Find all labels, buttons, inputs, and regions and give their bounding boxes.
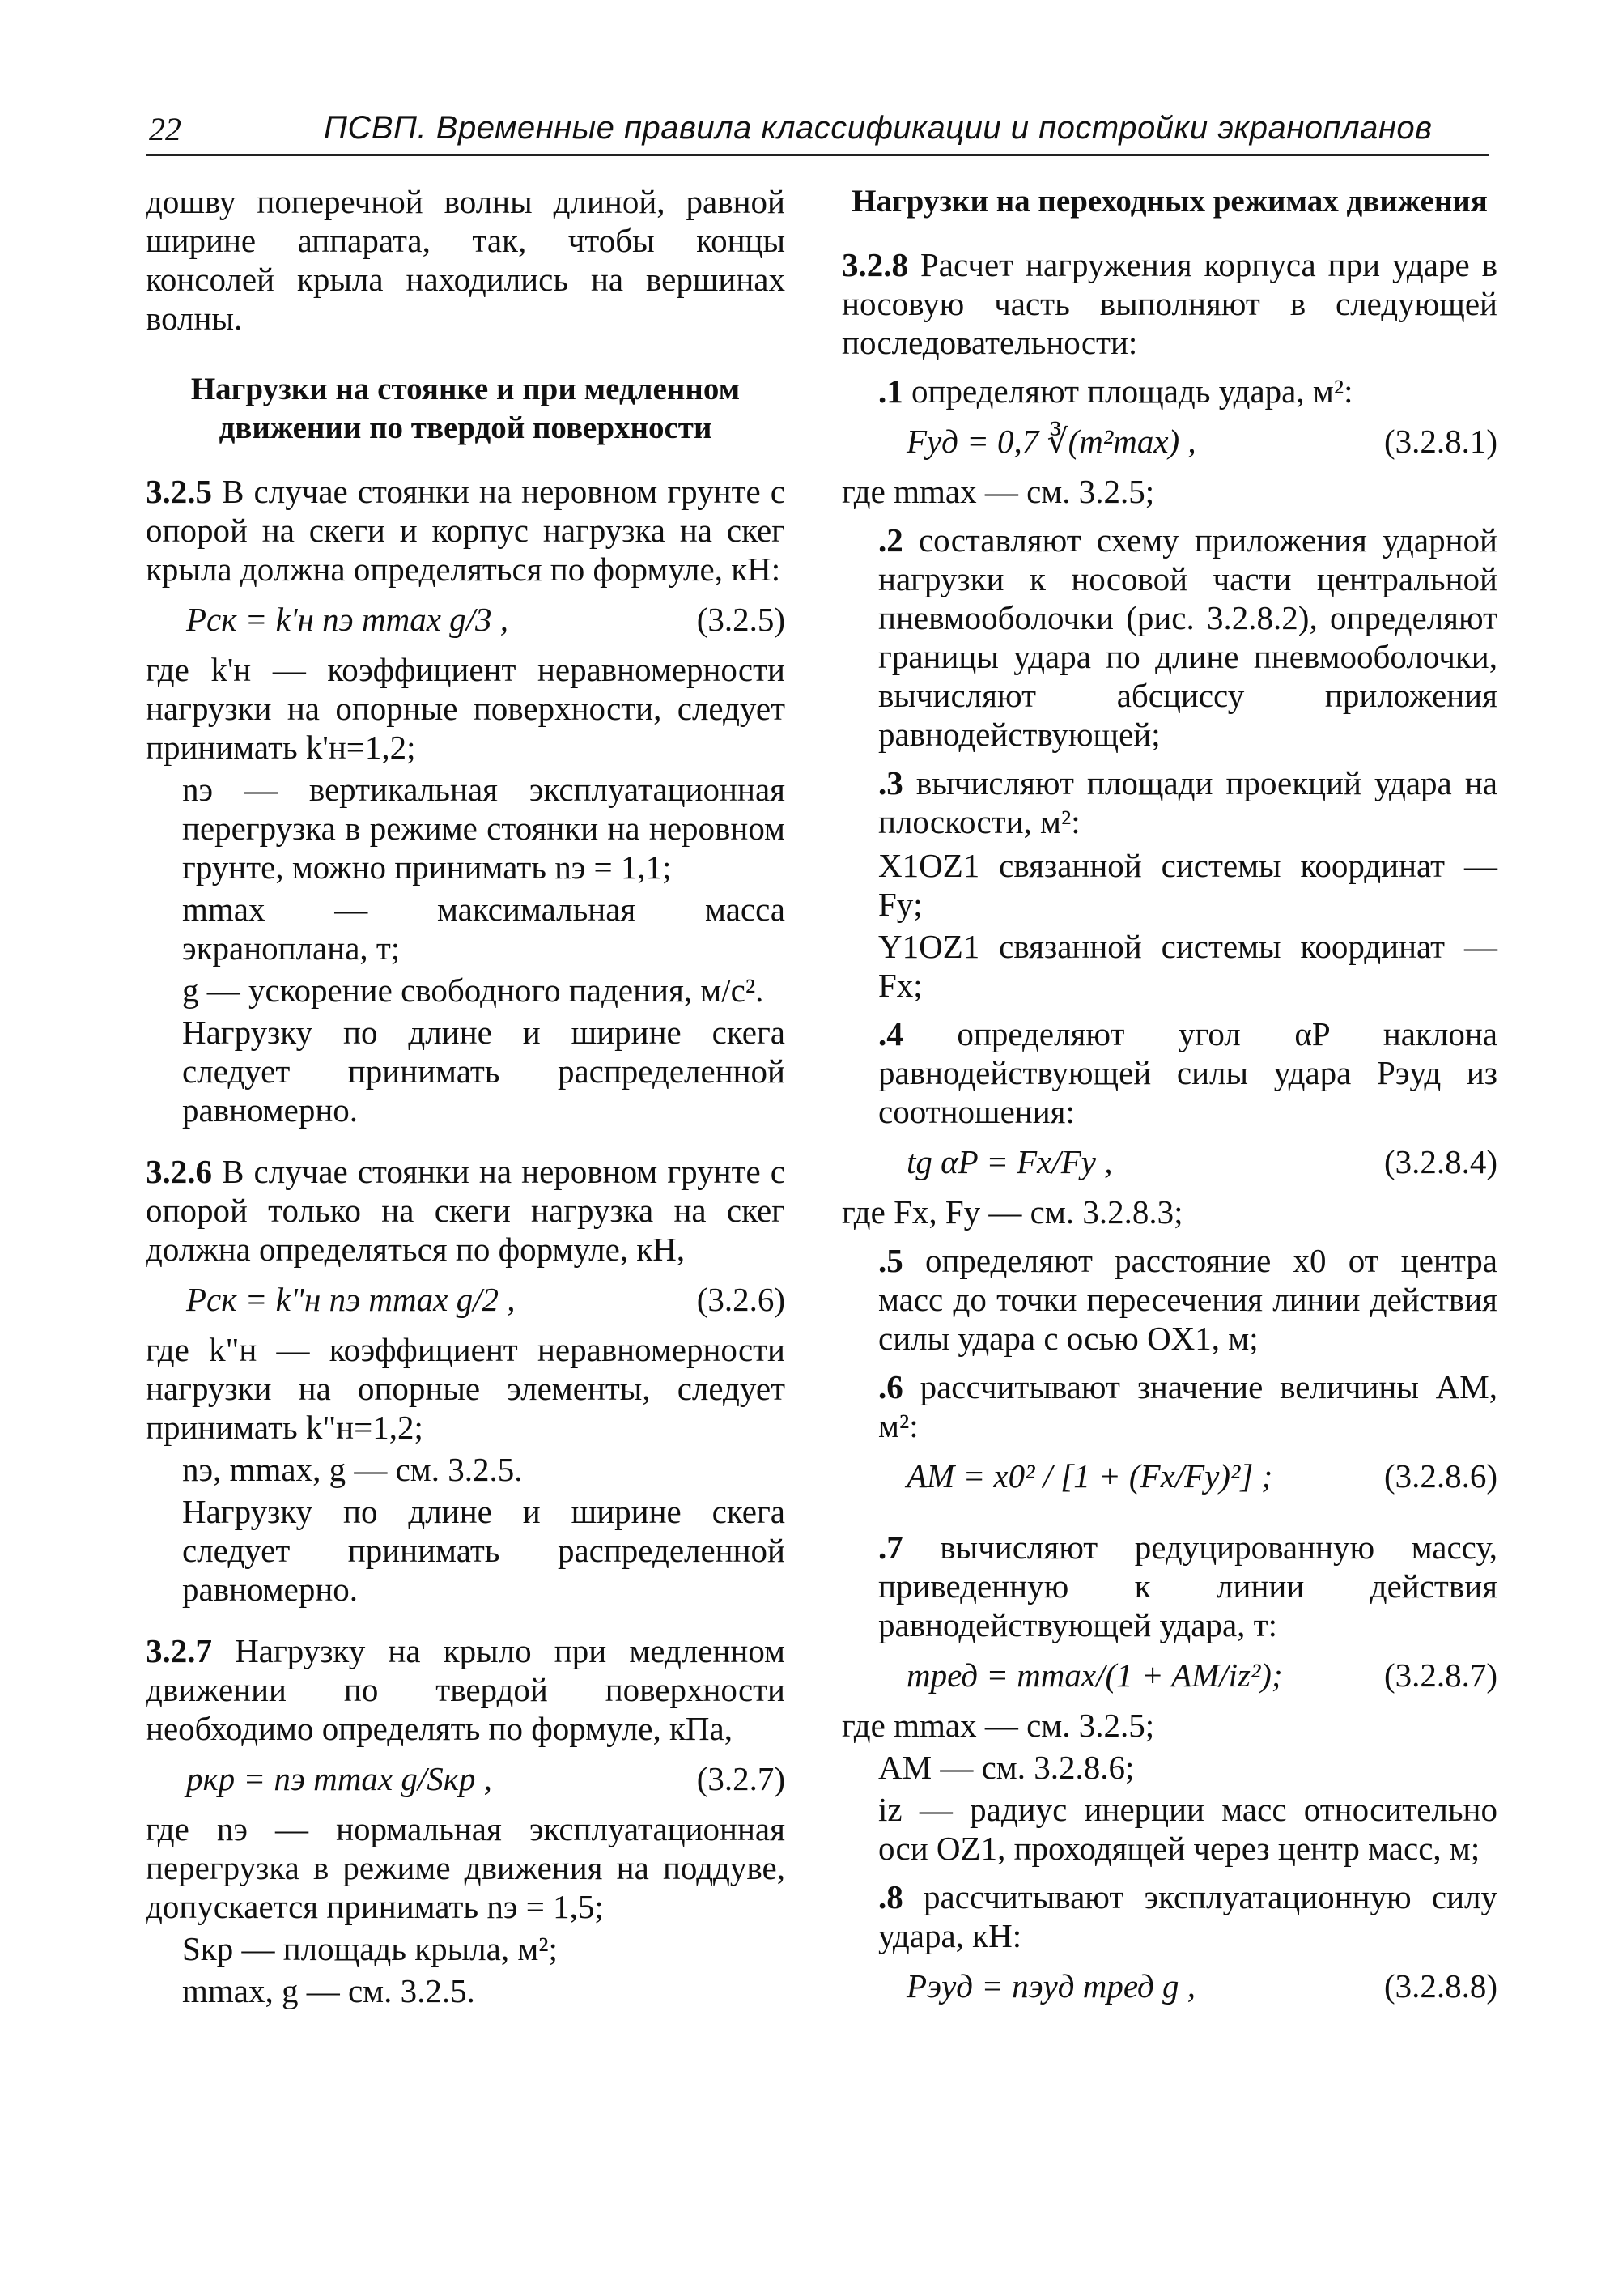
definition: nэ, mmax, g — см. 3.2.5. (182, 1451, 523, 1488)
item-number: .5 (878, 1242, 903, 1279)
formula-expression: pкр = nэ mmax g/Sкр , (186, 1760, 492, 1797)
formula-3-2-8-8 (842, 1963, 1497, 2012)
formula-expression: AM = x0² / [1 + (Fx/Fy)²] ; (907, 1457, 1273, 1495)
item-text: определяют угол αP наклона равнодействующей силы удара Pэуд из соотношения: (878, 1015, 1497, 1130)
formula-expression: tg αP = Fx/Fy , (907, 1143, 1113, 1180)
definition: X1OZ1 связанной системы координат — Fy; (878, 847, 1497, 923)
note-paragraph: Нагрузку по длине и ширине скега следует принимать распределенной равномерно. (182, 1493, 785, 1608)
definition: Y1OZ1 связанной системы координат — Fx; (878, 928, 1497, 1004)
item-5 (842, 1241, 1497, 1358)
item-6 (842, 1367, 1497, 1445)
definition: где mmax — см. 3.2.5; (842, 1707, 1155, 1744)
formula-3-2-8-1 (842, 419, 1497, 467)
paragraph-text: В случае стоянки на неровном грунте с опорой только на скеги нагрузка на скег должна определяться по формуле, кН, (146, 1153, 785, 1268)
item-number: .7 (878, 1529, 903, 1566)
item-text: рассчитывают значение величины AM, м²: (878, 1368, 1497, 1444)
formula-3-2-6 (146, 1277, 785, 1325)
definition: где k"н — коэффициент неравномерности нагрузки на опорные элементы, следует принимать k"н=1,2; (146, 1331, 785, 1446)
equation-number: (3.2.8.7) (1383, 1656, 1497, 1694)
intro-paragraph: дошву поперечной волны длиной, равной ширине аппарата, так, чтобы концы консолей крыла находились на вершинах волны. (146, 183, 785, 337)
equation-number: (3.2.8.4) (1383, 1143, 1497, 1180)
definition: где mmax — см. 3.2.5; (842, 473, 1155, 510)
formula-expression: mред = mmax/(1 + AM/iz²); (907, 1656, 1283, 1694)
section-number: 3.2.7 (146, 1632, 212, 1669)
right-column (842, 182, 1497, 2017)
definition: где Fx, Fy — см. 3.2.8.3; (842, 1193, 1183, 1231)
item-text: определяют площадь удара, м²: (903, 372, 1353, 410)
formula-expression: Pэуд = nэуд mред g , (907, 1967, 1196, 2005)
item-text: вычисляют редуцированную массу, приведенную к линии действия равнодействующей удара, т: (878, 1529, 1497, 1643)
definition: AM — см. 3.2.8.6; (878, 1749, 1135, 1786)
item-3 (842, 763, 1497, 841)
item-2 (842, 521, 1497, 754)
formula-3-2-5 (146, 597, 785, 645)
section-number: 3.2.6 (146, 1153, 212, 1190)
item-text: составляют схему приложения ударной нагрузки к носовой части центральной пневмооболочки (рис. 3.2.8.2), определяют границы удара по длине пневмооболочки, вычисляют абсциссу приложения равнодействующей; (878, 521, 1497, 753)
paragraph-text: Нагрузку на крыло при медленном движении по твердой поверхности необходимо определять по формуле, кПа, (146, 1632, 785, 1747)
item-number: .2 (878, 521, 903, 559)
paragraph-3-2-6 (146, 1152, 785, 1269)
formula-expression: Pск = k'н nэ mmax g/3 , (186, 601, 509, 638)
page-header (146, 105, 1489, 156)
section-number: 3.2.5 (146, 473, 212, 510)
section-number: 3.2.8 (842, 246, 908, 283)
item-text: вычисляют площади проекций удара на плоскости, м²: (878, 764, 1497, 840)
definition: nэ — вертикальная эксплуатационная перегрузка в режиме стоянки на неровном грунте, можно принимать nэ = 1,1; (182, 771, 785, 886)
section-heading-transitions: Нагрузки на переходных режимах движения (852, 184, 1488, 219)
formula-expression: Pск = k"н nэ mmax g/2 , (186, 1281, 516, 1318)
paragraph-3-2-7 (146, 1631, 785, 1748)
item-number: .1 (878, 372, 903, 410)
item-number: .8 (878, 1878, 903, 1915)
definition: где k'н — коэффициент неравномерности нагрузки на опорные поверхности, следует принимать k'н=1,2; (146, 651, 785, 766)
equation-number: (3.2.8.6) (1383, 1457, 1497, 1495)
item-1 (842, 372, 1497, 410)
item-number: .6 (878, 1368, 903, 1405)
definition: Sкр — площадь крыла, м²; (182, 1930, 558, 1967)
equation-number: (3.2.8.8) (1383, 1967, 1497, 2005)
item-7 (842, 1528, 1497, 1644)
page-number: 22 (149, 111, 181, 147)
formula-3-2-8-6 (842, 1453, 1497, 1518)
formula-3-2-8-4 (842, 1139, 1497, 1188)
paragraph-text: В случае стоянки на неровном грунте с опорой на скеги и корпус нагрузка на скег крыла должна определяться по формуле, кН: (146, 473, 785, 588)
equation-number: (3.2.5) (696, 601, 785, 638)
paragraph-3-2-8 (842, 245, 1497, 362)
paragraph-text: Расчет нагружения корпуса при ударе в носовую часть выполняют в следующей последовательности: (842, 246, 1497, 361)
definition: mmax — максимальная масса экраноплана, т; (182, 891, 785, 967)
item-8 (842, 1877, 1497, 1955)
left-column (146, 182, 785, 2013)
formula-3-2-8-7 (842, 1652, 1497, 1701)
item-number: .4 (878, 1015, 903, 1052)
formula-3-2-7 (146, 1756, 785, 1805)
formula-expression: Fуд = 0,7 ∛(m²max) , (907, 423, 1196, 460)
definition: где nэ — нормальная эксплуатационная перегрузка в режиме движения на поддуве, допускается принимать nэ = 1,5; (146, 1810, 785, 1925)
paragraph-3-2-5 (146, 472, 785, 589)
section-heading-parking: Нагрузки на стоянке и при медленном движении по твердой поверхности (190, 372, 741, 445)
item-text: определяют расстояние x0 от центра масс до точки пересечения линии действия силы удара с осью OX1, м; (878, 1242, 1497, 1357)
equation-number: (3.2.7) (696, 1760, 785, 1797)
equation-number: (3.2.6) (696, 1281, 785, 1318)
item-text: рассчитывают эксплуатационную силу удара, кН: (878, 1878, 1497, 1954)
item-4 (842, 1014, 1497, 1131)
equation-number: (3.2.8.1) (1383, 423, 1497, 460)
note-paragraph: Нагрузку по длине и ширине скега следует принимать распределенной равномерно. (182, 1014, 785, 1129)
definition: mmax, g — см. 3.2.5. (182, 1972, 475, 2009)
running-title: ПСВП. Временные правила классификации и постройки экранопланов (324, 110, 1433, 146)
definition: g — ускорение свободного падения, м/с². (182, 972, 764, 1009)
item-number: .3 (878, 764, 903, 801)
definition: iz — радиус инерции масс относительно оси OZ1, проходящей через центр масс, м; (878, 1791, 1497, 1867)
